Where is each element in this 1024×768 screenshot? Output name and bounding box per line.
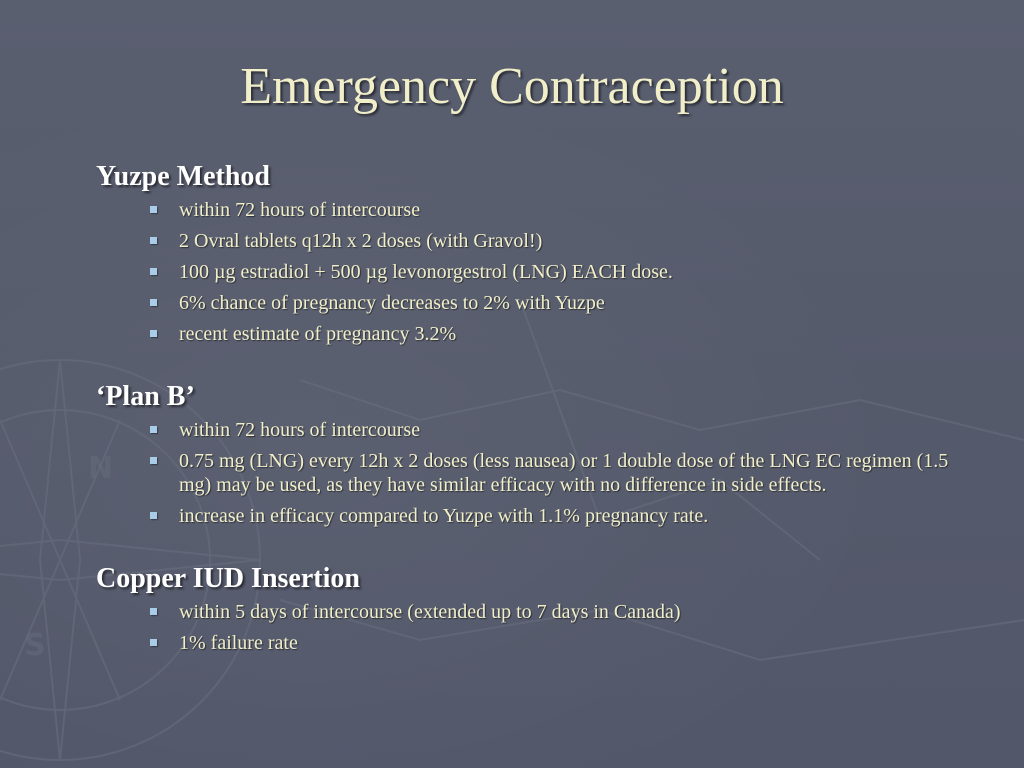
square-bullet-icon bbox=[150, 608, 157, 615]
square-bullet-icon bbox=[150, 426, 157, 433]
square-bullet-icon bbox=[150, 237, 157, 244]
compass-n-glyph: N bbox=[88, 451, 114, 486]
bullet-text: 0.75 mg (LNG) every 12h x 2 doses (less nausea) or 1 double dose of the LNG EC regimen (1.5 mg) may be used, as they have similar efficacy with no difference in side effects. bbox=[179, 450, 949, 496]
bullet-text: 100 µg estradiol + 500 µg levonorgestrol (LNG) EACH dose. bbox=[179, 261, 673, 283]
compass-s-glyph: S bbox=[24, 628, 46, 663]
bullet-item bbox=[150, 504, 976, 528]
section-heading-yuzpe: Yuzpe Method bbox=[96, 161, 270, 192]
bullet-item bbox=[150, 260, 976, 284]
bullet-item bbox=[150, 631, 976, 655]
bullet-list-yuzpe bbox=[96, 198, 976, 346]
bullet-list-plan-b bbox=[96, 418, 976, 528]
square-bullet-icon bbox=[150, 268, 157, 275]
square-bullet-icon bbox=[150, 206, 157, 213]
section-heading-plan-b: ‘Plan B’ bbox=[96, 381, 195, 412]
bullet-text: increase in efficacy compared to Yuzpe with 1.1% pregnancy rate. bbox=[179, 505, 709, 527]
bullet-text: 2 Ovral tablets q12h x 2 doses (with Gravol!) bbox=[179, 230, 543, 252]
square-bullet-icon bbox=[150, 330, 157, 337]
square-bullet-icon bbox=[150, 639, 157, 646]
bullet-text: within 5 days of intercourse (extended up to 7 days in Canada) bbox=[179, 601, 681, 623]
bullet-item bbox=[150, 229, 976, 253]
bullet-item bbox=[150, 449, 976, 497]
bullet-item bbox=[150, 418, 976, 442]
section-heading-copper-iud: Copper IUD Insertion bbox=[96, 563, 360, 594]
slide-title: Emergency Contraception bbox=[240, 58, 784, 115]
square-bullet-icon bbox=[150, 299, 157, 306]
bullet-item bbox=[150, 198, 976, 222]
bullet-text: recent estimate of pregnancy 3.2% bbox=[179, 323, 457, 345]
bullet-item bbox=[150, 322, 976, 346]
bullet-list-copper-iud bbox=[96, 600, 976, 655]
bullet-text: 1% failure rate bbox=[179, 632, 298, 654]
bullet-item bbox=[150, 291, 976, 315]
slide-content bbox=[96, 160, 976, 662]
bullet-text: 6% chance of pregnancy decreases to 2% with Yuzpe bbox=[179, 292, 605, 314]
bullet-item bbox=[150, 600, 976, 624]
square-bullet-icon bbox=[150, 512, 157, 519]
bullet-text: within 72 hours of intercourse bbox=[179, 419, 421, 441]
square-bullet-icon bbox=[150, 457, 157, 464]
bullet-text: within 72 hours of intercourse bbox=[179, 199, 421, 221]
